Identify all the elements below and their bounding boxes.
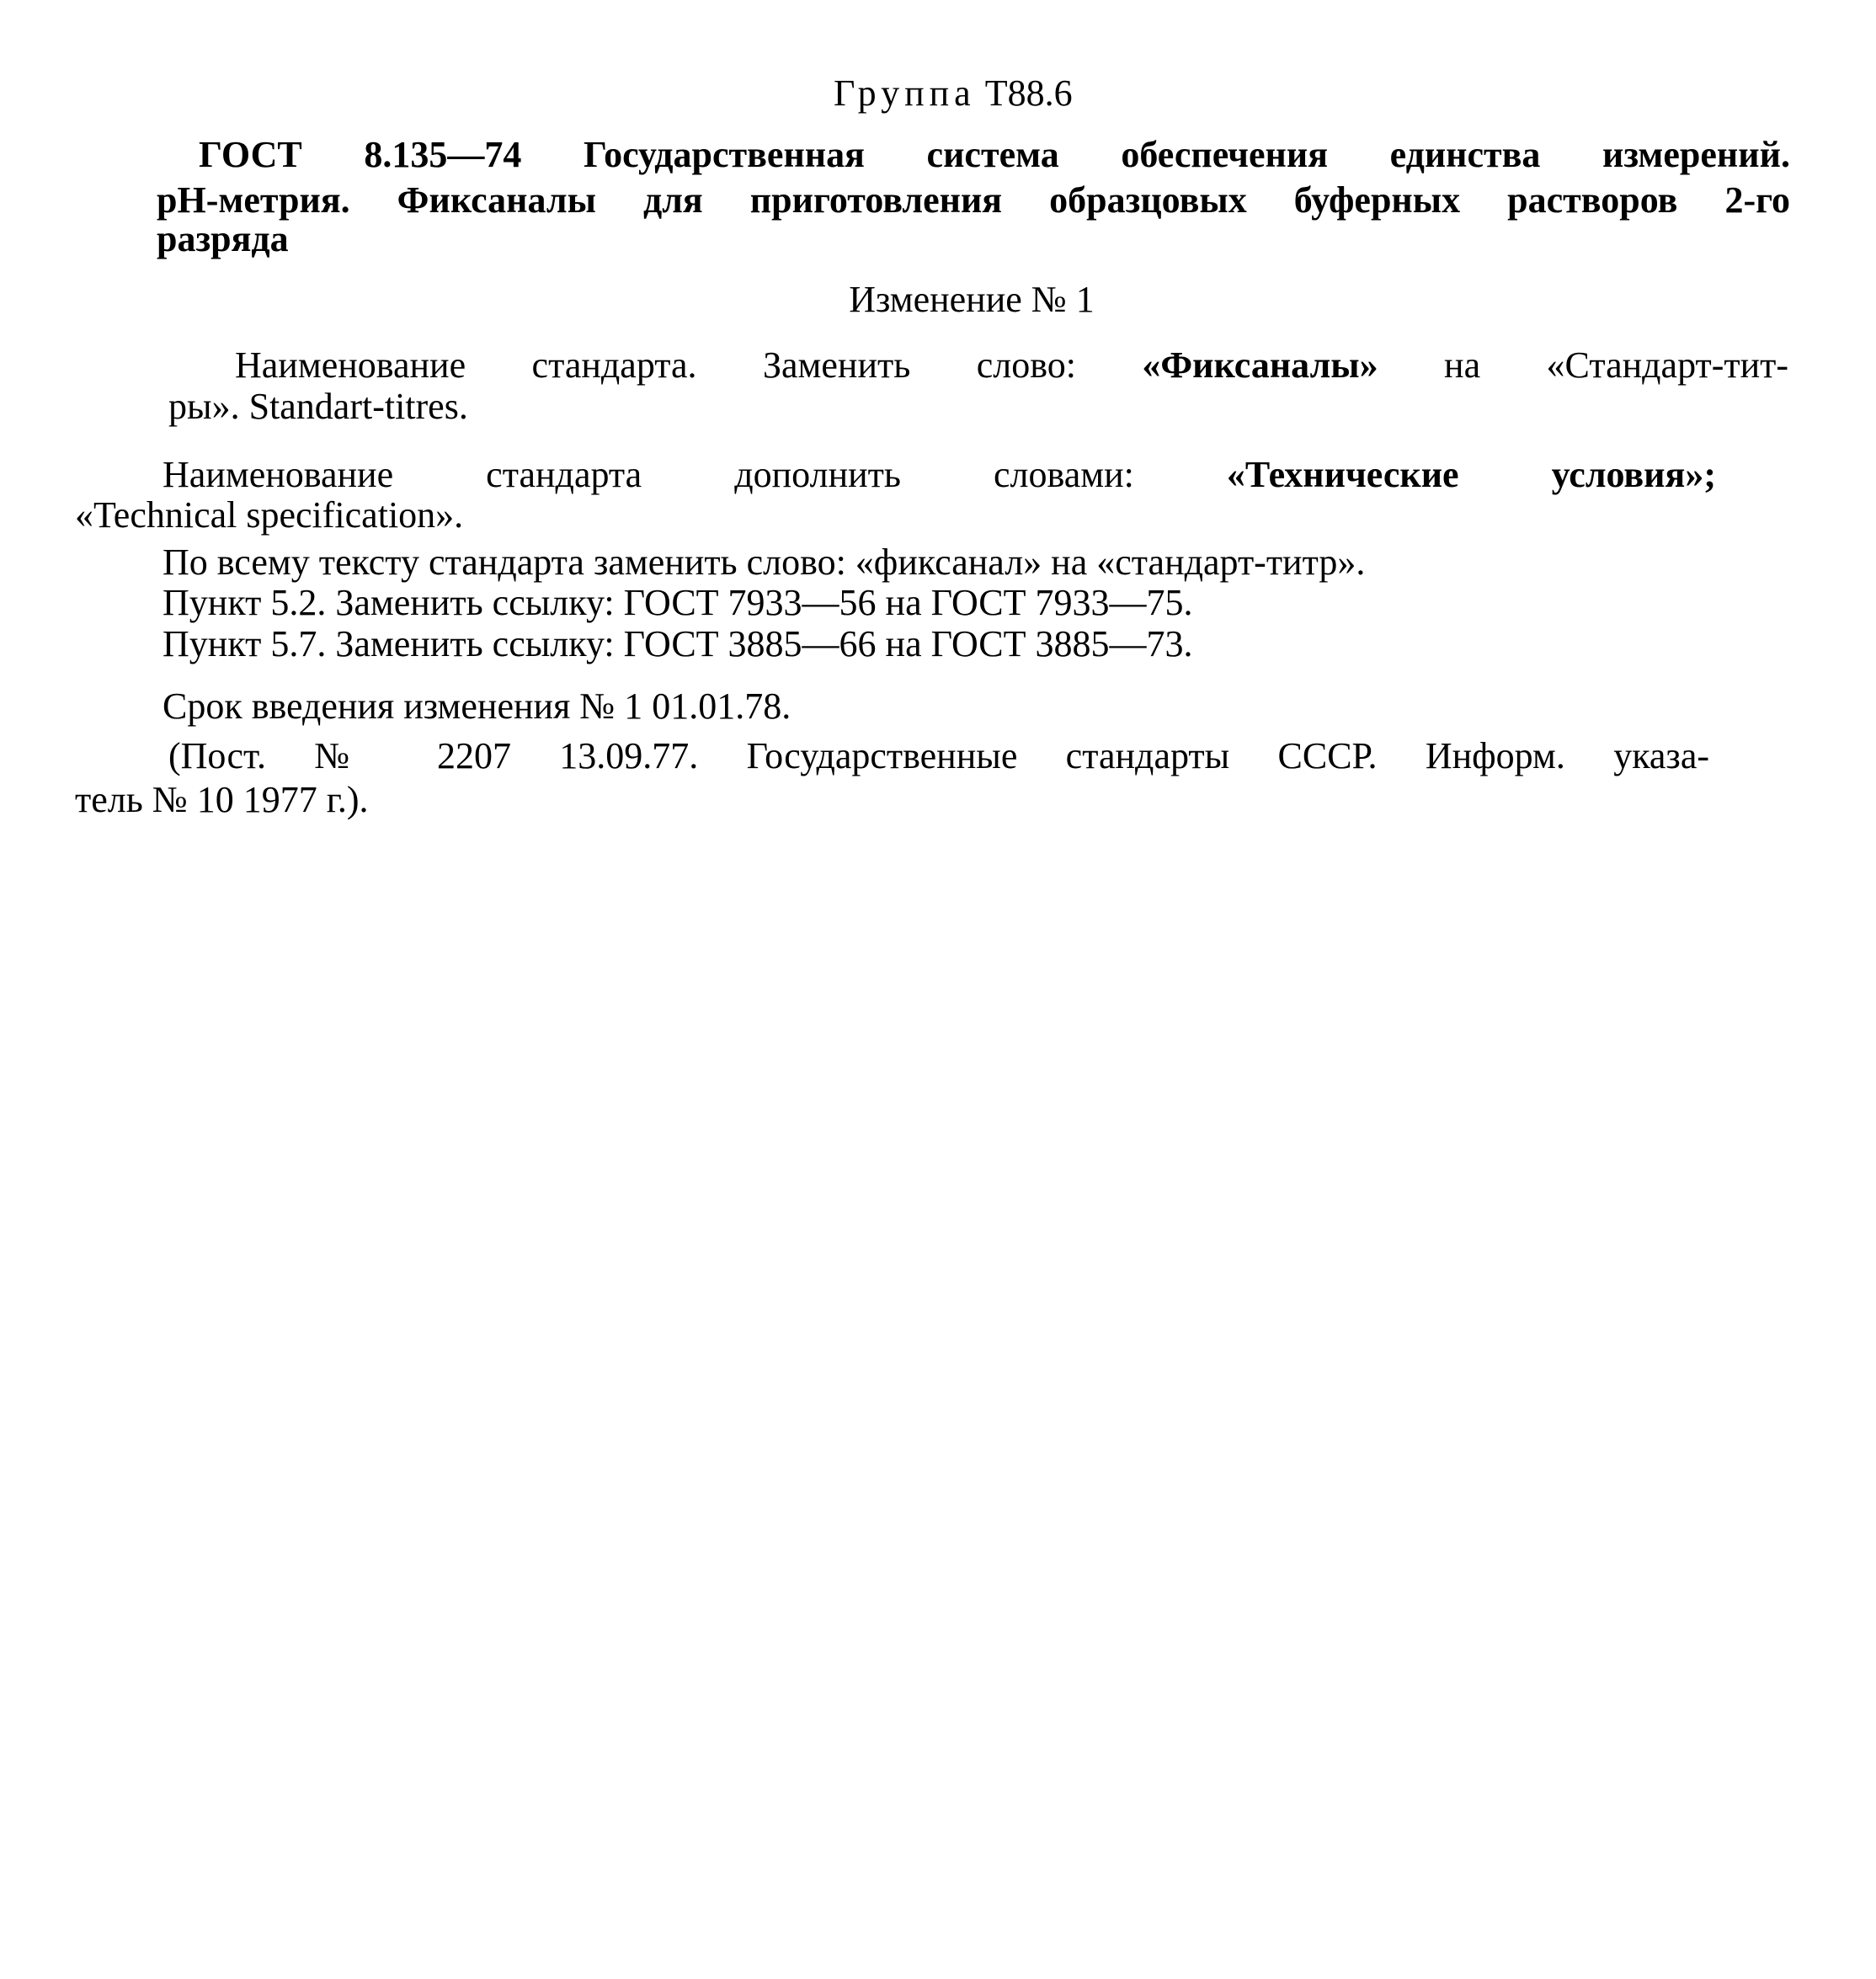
paragraph-6: Срок введения изменения № 1 01.01.78. (163, 685, 791, 727)
group-word: Группа (834, 72, 976, 114)
paragraph-7-line-2: тель № 10 1977 г.). (75, 779, 369, 820)
paragraph-5: Пункт 5.7. Заменить ссылку: ГОСТ 3885—66 на ГОСТ 3885—73. (163, 623, 1193, 664)
header-line-1: ГОСТ 8.135—74 Государственная система обеспечения единства измерений. (199, 134, 1790, 175)
p2-quoted: «Технические условия»; (1226, 454, 1716, 495)
change-title: Изменение № 1 (849, 279, 1095, 320)
paragraph-2-line-1 (163, 454, 1716, 496)
group-label (834, 72, 1073, 115)
group-code: Т88.6 (984, 72, 1073, 114)
p2-text: Наименование стандарта дополнить словами: (163, 454, 1134, 495)
p1-text: Наименование стандарта. Заменить слово: (235, 344, 1076, 386)
header-line-3: разряда (157, 218, 289, 259)
paragraph-4: Пункт 5.2. Заменить ссылку: ГОСТ 7933—56 на ГОСТ 7933—75. (163, 582, 1193, 623)
paragraph-3: По всему тексту стандарта заменить слово: «фиксанал» на «стандарт-титр». (163, 541, 1366, 583)
header-line-2: рН-метрия. Фиксаналы для приготовления образцовых буферных растворов 2-го (157, 179, 1790, 221)
p1-quoted-new: на «Стандарт-тит- (1444, 344, 1789, 386)
paragraph-1-line-2: ры». Standart-titres. (168, 386, 468, 427)
p1-quoted-old: «Фиксаналы» (1142, 344, 1378, 386)
paragraph-1-line-1 (235, 344, 1788, 387)
paragraph-7-line-1: (Пост. № 2207 13.09.77. Государственные стандарты СССР. Информ. указа- (168, 735, 1709, 776)
paragraph-2-line-2: «Technical specification». (75, 494, 464, 536)
